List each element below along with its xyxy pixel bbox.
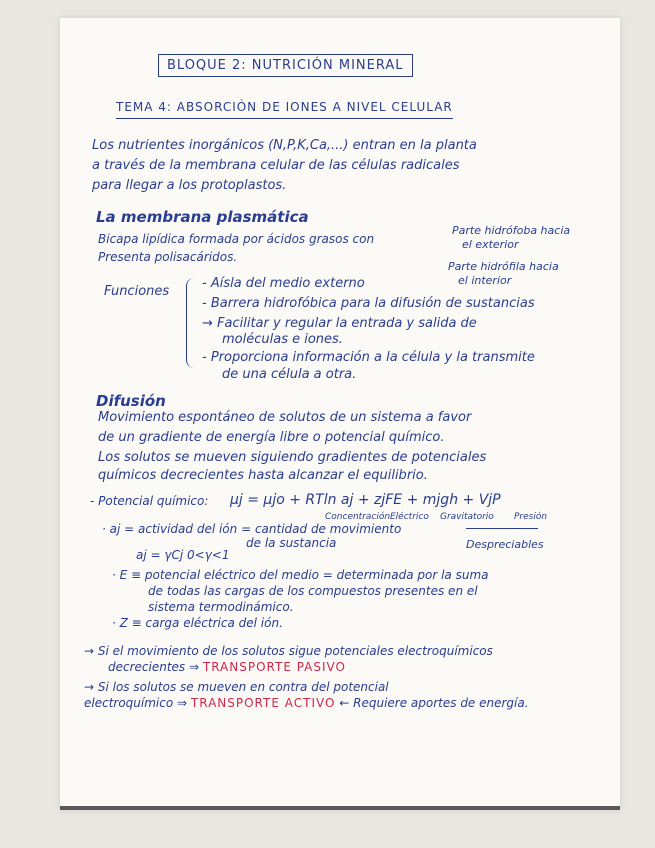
transport-line xyxy=(84,696,529,710)
negligible-bracket xyxy=(466,528,538,529)
equation-label-electric: Eléctrico xyxy=(390,512,429,522)
membrane-note: Parte hidrófila hacia xyxy=(448,260,559,273)
negligible-label: Despreciables xyxy=(466,538,544,551)
diffusion-line: Movimiento espontáneo de solutos de un sistema a favor xyxy=(98,410,472,425)
transport-line xyxy=(108,660,346,674)
equation-label-gravity: Gravitatorio xyxy=(440,512,494,522)
diffusion-line: Los solutos se mueven siguiendo gradientes de potenciales xyxy=(98,450,487,465)
function-item: - Barrera hidrofóbica para la difusión de sustancias xyxy=(202,296,535,311)
diffusion-line: de un gradiente de energía libre o potencial químico. xyxy=(98,430,445,445)
membrane-heading: La membrana plasmática xyxy=(96,208,309,226)
diffusion-line: químicos decrecientes hasta alcanzar el equilibrio. xyxy=(98,468,428,483)
function-item: de una célula a otra. xyxy=(222,367,357,382)
chemical-potential-equation: μj = μjo + RTln aj + zjFE + mjgh + VjP xyxy=(230,492,501,508)
diffusion-heading: Difusión xyxy=(96,392,166,410)
function-item: - Proporciona información a la célula y la transmite xyxy=(202,350,535,365)
transport-line: → Si el movimiento de los solutos sigue potenciales electroquímicos xyxy=(84,644,493,658)
functions-label: Funciones xyxy=(104,284,170,299)
function-item: → Facilitar y regular la entrada y salida de xyxy=(202,316,477,331)
block-title: BLOQUE 2: NUTRICIÓN MINERAL xyxy=(158,54,413,77)
equation-label-concentration: Concentración xyxy=(325,512,391,522)
electric-potential-line: · E ≡ potencial eléctrico del medio = determinada por la suma xyxy=(112,568,489,582)
function-item: - Aísla del medio externo xyxy=(202,276,365,291)
intro-line: para llegar a los protoplastos. xyxy=(92,178,287,193)
transport-line: → Si los solutos se mueven en contra del potencial xyxy=(84,680,389,694)
page-bottom-edge xyxy=(60,806,620,810)
passive-transport-label: TRANSPORTE PASIVO xyxy=(202,660,346,674)
topic-title: TEMA 4: ABSORCIÓN DE IONES A NIVEL CELULAR xyxy=(116,100,453,119)
electric-potential-line: de todas las cargas de los compuestos presentes en el xyxy=(148,584,478,598)
intro-line: a través de la membrana celular de las células radicales xyxy=(92,158,460,173)
transport-text: decrecientes ⇒ xyxy=(108,660,203,674)
activity-formula: aj = γCj 0<γ<1 xyxy=(136,548,230,562)
activity-line: de la sustancia xyxy=(246,536,337,550)
transport-text: electroquímico ⇒ xyxy=(84,696,191,710)
charge-line: · Z ≡ carga eléctrica del ión. xyxy=(112,616,283,630)
equation-label-pressure: Presión xyxy=(514,512,548,522)
membrane-note: el interior xyxy=(458,274,512,287)
membrane-line: Bicapa lipídica formada por ácidos grasos con xyxy=(98,232,375,246)
membrane-note: Parte hidrófoba hacia xyxy=(452,224,571,237)
energy-note: ← Requiere aportes de energía. xyxy=(335,696,529,710)
functions-brace xyxy=(186,278,197,368)
active-transport-label: TRANSPORTE ACTIVO xyxy=(190,696,336,710)
membrane-line: Presenta polisacáridos. xyxy=(98,250,238,264)
membrane-note: el exterior xyxy=(462,238,519,251)
activity-line: · aj = actividad del ión = cantidad de movimiento xyxy=(102,522,402,536)
intro-line: Los nutrientes inorgánicos (N,P,K,Ca,...) entran en la planta xyxy=(92,138,477,153)
electric-potential-line: sistema termodinámico. xyxy=(148,600,294,614)
potential-label: - Potencial químico: xyxy=(90,494,209,508)
function-item: moléculas e iones. xyxy=(222,332,343,347)
